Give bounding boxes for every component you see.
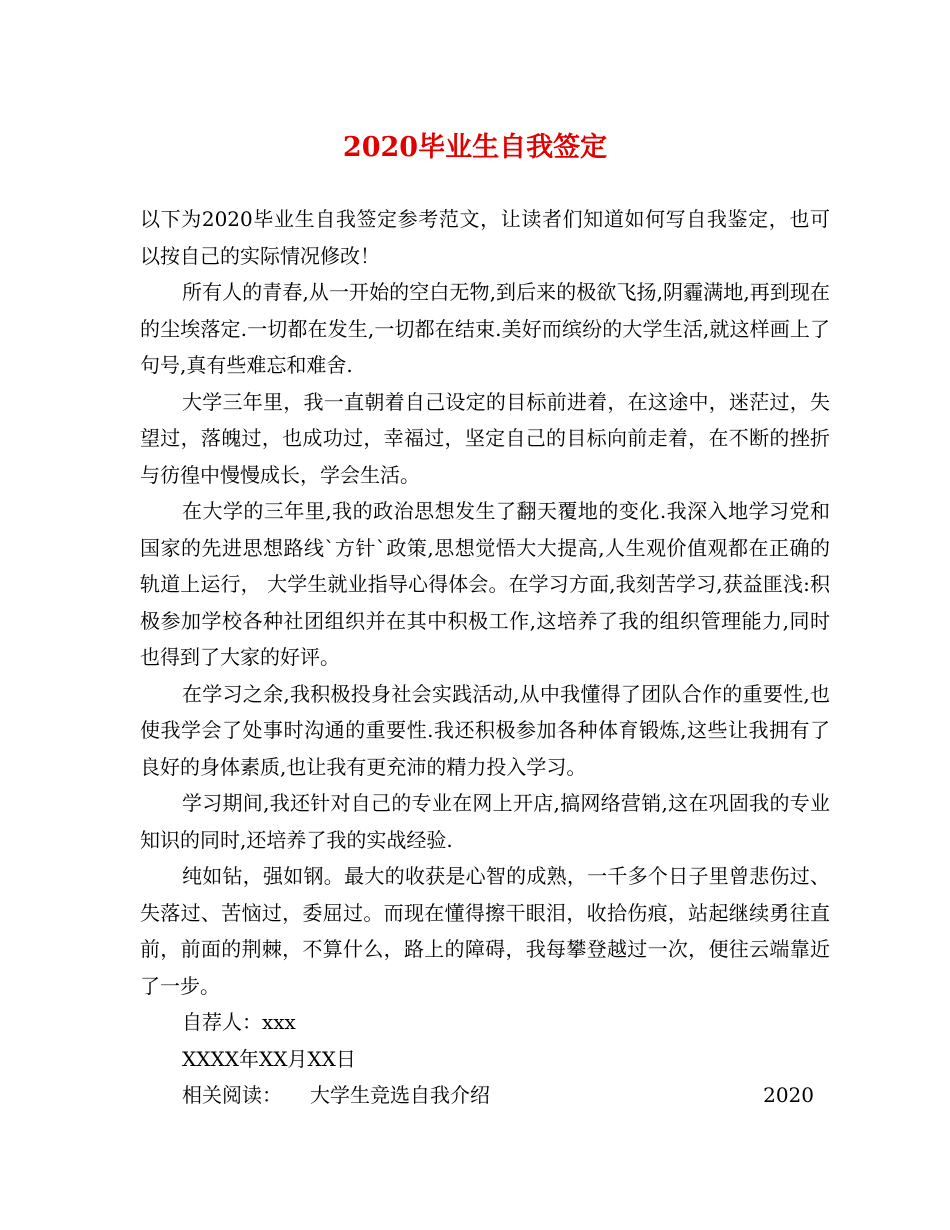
body-paragraph: 纯如钻，强如钢。最大的收获是心智的成熟，一千多个日子里曾悲伤过、失落过、苦恼过，委屈过。而现在懂得擦干眼泪，收拾伤痕，站起继续勇往直前，前面的荆棘，不算什么，路上的障碍，我每攀登越过一次，便往云端靠近了一步。 (140, 864, 830, 998)
related-reading (140, 1077, 814, 1114)
related-year[interactable]: 2020 (763, 1083, 814, 1107)
signature-line: 自荐人：xxx (182, 1010, 296, 1034)
document-body (140, 201, 830, 1114)
document-title: 2020毕业生自我签定 (342, 132, 608, 163)
body-paragraph: 所有人的青春,从一开始的空白无物,到后来的极欲飞扬,阴霾满地,再到现在的尘埃落定.一切都在发生,一切都在结束.美好而缤纷的大学生活,就这样画上了句号,真有些难忘和难舍. (140, 280, 830, 377)
body-paragraph: 在大学的三年里,我的政治思想发生了翻天覆地的变化.我深入地学习党和国家的先进思想路线`方针`政策,思想觉悟大大提高,人生观价值观都在正确的轨道上运行， 大学生就业指导心得体会。在学习方面,我刻苦学习,获益匪浅:积极参加学校各种社团组织并在其中积极工作,这培养了我的组织管理能力,同时也得到了大家的好评。 (140, 499, 830, 669)
body-paragraph: 大学三年里，我一直朝着自己设定的目标前进着，在这途中，迷茫过，失望过，落魄过，也成功过，幸福过，坚定自己的目标向前走着，在不断的挫折与彷徨中慢慢成长，学会生活。 (140, 389, 830, 487)
body-paragraph: 学习期间,我还针对自己的专业在网上开店,搞网络营销,这在巩固我的专业知识的同时,还培养了我的实战经验. (140, 791, 830, 852)
body-paragraph: 在学习之余,我积极投身社会实践活动,从中我懂得了团队合作的重要性,也使我学会了处事时沟通的重要性.我还积极参加各种体育锻炼,这些让我拥有了良好的身体素质,也让我有更充沛的精力投入学习。 (140, 681, 830, 779)
related-label: 相关阅读： (182, 1083, 282, 1107)
date-line: XXXX年XX月XX日 (182, 1046, 356, 1071)
intro-paragraph: 以下为2020毕业生自我签定参考范文，让读者们知道如何写自我鉴定，也可以按自己的实际情况修改！ (140, 207, 830, 268)
related-link[interactable]: 大学生竞选自我介绍 (310, 1083, 490, 1107)
